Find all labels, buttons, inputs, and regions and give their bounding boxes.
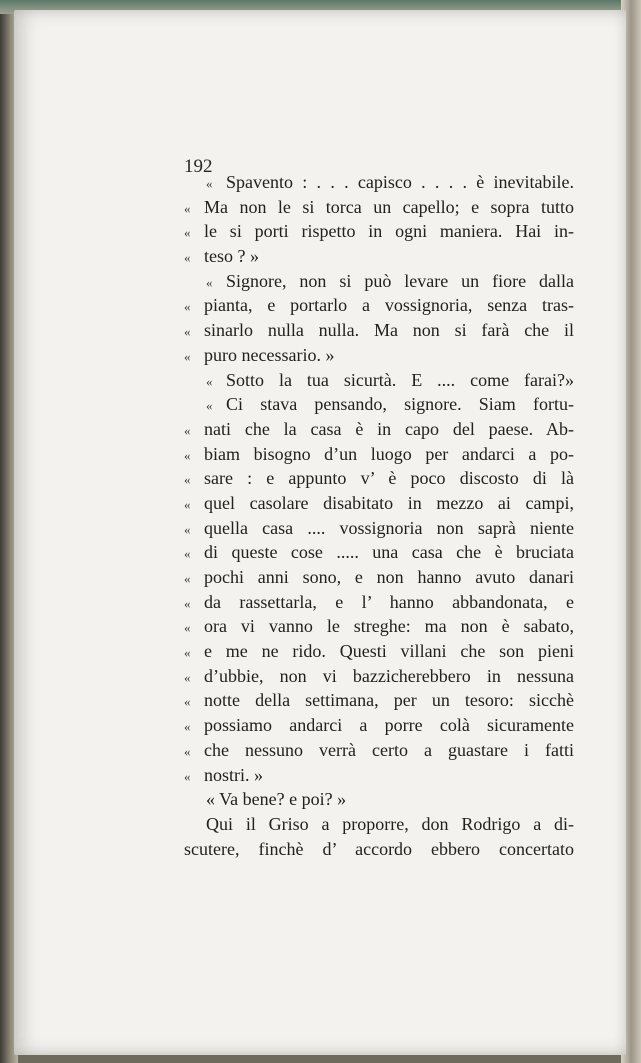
line-text: quella casa .... vossignoria non saprà niente — [204, 517, 574, 538]
quote-mark: « — [184, 472, 191, 488]
quote-mark: « — [184, 250, 191, 266]
line-text: pochi anni sono, e non hanno avuto danari — [204, 567, 574, 587]
page-number: 192 — [184, 156, 213, 177]
text-line — [184, 664, 574, 689]
text-line — [184, 195, 574, 220]
quote-mark: « — [184, 447, 191, 463]
quote-mark: « — [184, 595, 191, 611]
quote-mark: « — [184, 348, 191, 364]
text-line — [184, 639, 574, 664]
quote-mark: « — [184, 521, 191, 537]
text-line — [184, 614, 574, 639]
text-line — [184, 466, 574, 491]
text-line — [184, 590, 574, 615]
line-text: scutere, finchè d’ accordo ebbero concertato — [184, 838, 574, 859]
line-text: nostri. » — [204, 764, 264, 785]
quote-mark: « — [184, 694, 191, 710]
text-line — [184, 392, 574, 417]
line-text: biam bisogno d’un luogo per andarci a po- — [204, 443, 574, 464]
line-text: notte della settimana, per un tesoro: sicchè — [204, 690, 574, 711]
line-text: e me ne rido. Questi villani che son pieni — [204, 641, 574, 662]
quote-mark: « — [184, 620, 191, 636]
text-line — [184, 837, 574, 862]
line-text: Ma non le si torca un capello; e sopra tutto — [204, 196, 574, 217]
text-line — [184, 763, 574, 788]
quote-mark: « — [184, 200, 191, 216]
quote-mark: « — [184, 225, 191, 241]
line-text: Signore, non si può levare un fiore dalla — [226, 270, 574, 291]
quote-mark: « — [184, 645, 191, 661]
quote-mark: « — [184, 422, 191, 438]
line-text: sinarlo nulla nulla. Ma non si farà che il — [204, 320, 574, 341]
text-line — [184, 343, 574, 368]
text-line — [184, 688, 574, 713]
line-text: Qui il Griso a proporre, don Rodrigo a di- — [206, 813, 574, 834]
line-text: d’ubbie, non vi bazzicherebbero in nessuna — [204, 665, 574, 686]
quote-mark: « — [184, 719, 191, 735]
text-line — [184, 442, 574, 467]
line-text: di queste cose ..... una casa che è bruciata — [204, 542, 574, 563]
quote-mark: « — [206, 176, 213, 191]
line-text: Spavento : . . . capisco . . . . è inevitabile. — [226, 172, 574, 192]
line-text: da rassettarla, e l’ hanno abbandonata, e — [204, 591, 574, 612]
quote-mark: « — [184, 669, 191, 685]
text-line — [184, 368, 574, 393]
text-line — [184, 812, 574, 837]
text-line — [184, 244, 574, 269]
text-line — [184, 170, 574, 195]
quote-mark: « — [206, 373, 213, 389]
quote-mark: « — [184, 768, 191, 784]
text-line — [184, 713, 574, 738]
text-line — [184, 738, 574, 763]
line-text: puro necessario. » — [204, 344, 335, 365]
quote-mark: « — [184, 299, 191, 315]
quote-mark: « — [206, 274, 213, 290]
text-line — [184, 540, 574, 565]
text-line — [184, 787, 574, 812]
text-line — [184, 565, 574, 590]
line-text: possiamo andarci a porre colà sicuramente — [204, 715, 574, 736]
line-text: « Va bene? e poi? » — [206, 789, 347, 810]
text-line — [184, 293, 574, 318]
text-line — [184, 318, 574, 343]
quote-mark: « — [184, 743, 191, 759]
line-text: Sotto la tua sicurtà. E .... come farai?» — [226, 369, 574, 390]
line-text: nati che la casa è in capo del paese. Ab- — [204, 418, 574, 439]
page-text — [184, 170, 574, 861]
line-text: quel casolare disabitato in mezzo ai campi, — [204, 492, 574, 513]
line-text: che nessuno verrà certo a guastare i fatti — [204, 739, 574, 760]
text-line — [184, 516, 574, 541]
line-text: sare : e appunto v’ è poco discosto di là — [204, 468, 574, 489]
line-text: ora vi vanno le streghe: ma non è sabato, — [204, 616, 574, 637]
line-text: le si porti rispetto in ogni maniera. Hai in- — [204, 221, 574, 242]
text-line — [184, 417, 574, 442]
text-line — [184, 219, 574, 244]
text-line — [184, 491, 574, 516]
text-line — [184, 269, 574, 294]
quote-mark: « — [184, 546, 191, 562]
line-text: pianta, e portarlo a vossignoria, senza tras- — [204, 295, 574, 316]
line-text: teso ? » — [204, 246, 259, 267]
quote-mark: « — [184, 496, 191, 512]
quote-mark: « — [184, 324, 191, 340]
line-text: Ci stava pensando, signore. Siam fortu- — [226, 394, 574, 415]
quote-mark: « — [184, 571, 191, 586]
quote-mark: « — [206, 398, 213, 414]
